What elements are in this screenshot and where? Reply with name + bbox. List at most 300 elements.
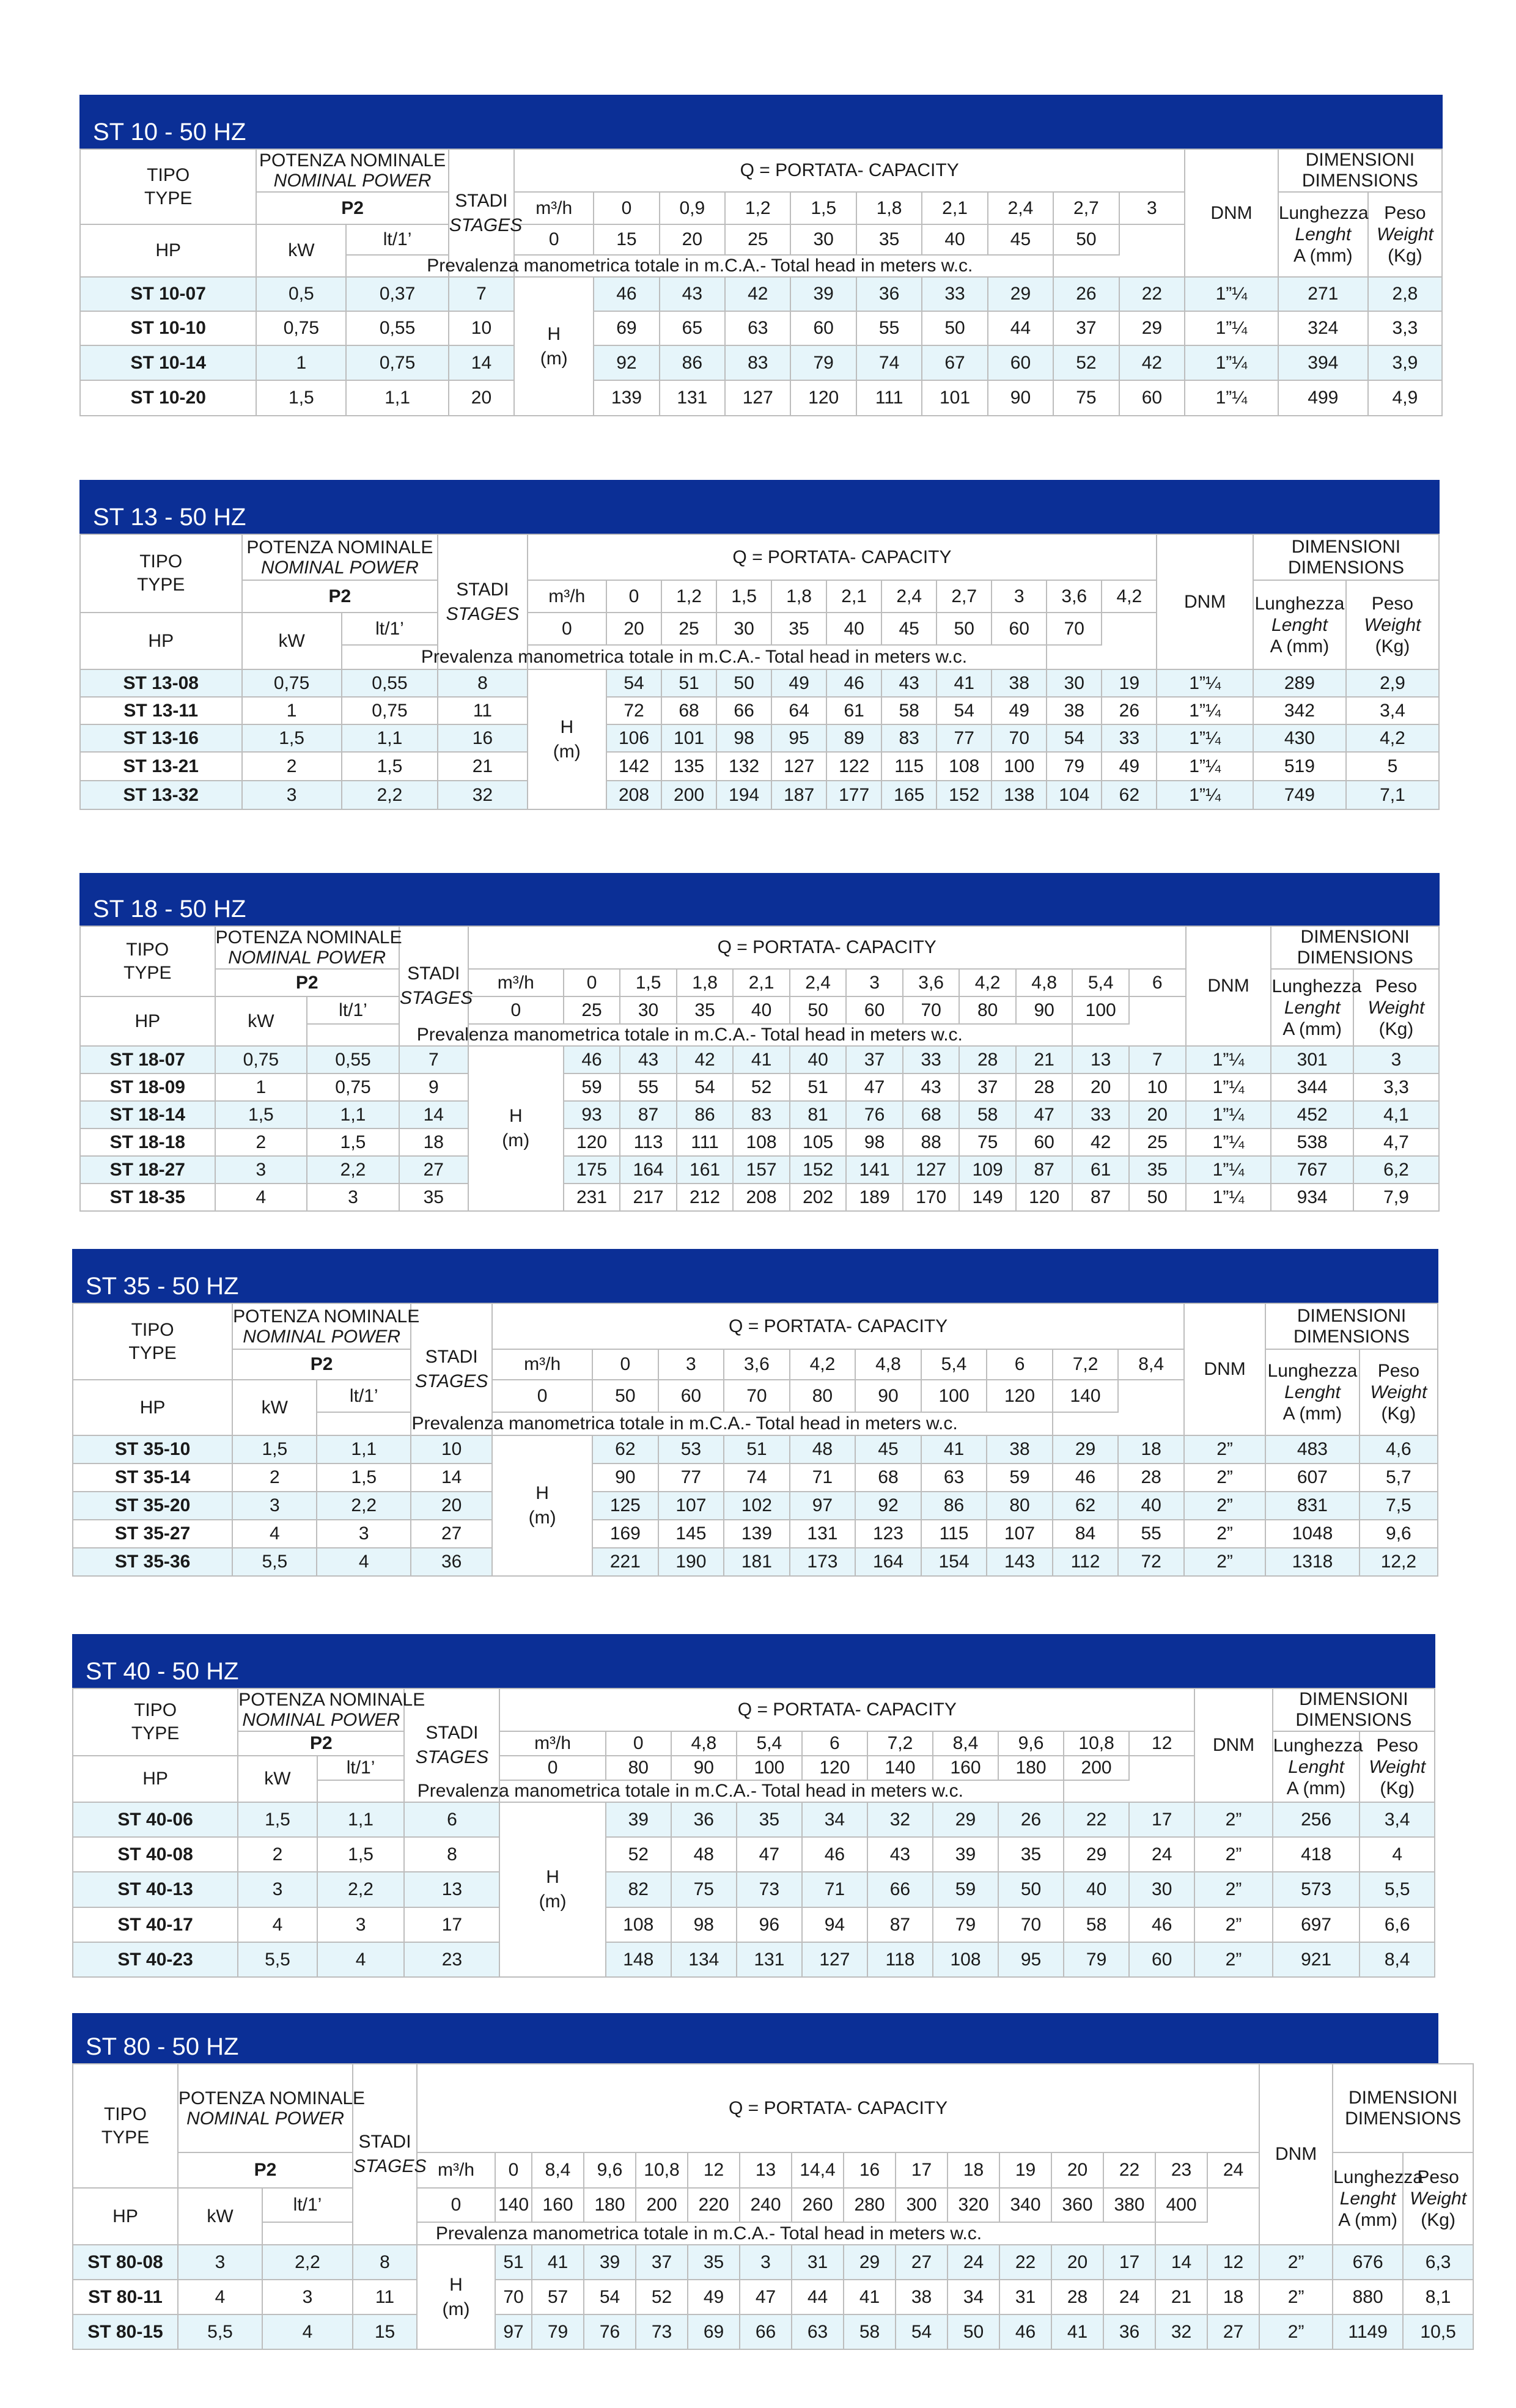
hp-cell: 4 [238, 1907, 317, 1942]
table-title-banner [72, 2013, 1438, 2063]
table-row [80, 380, 1442, 416]
head-value-cell: 37 [1053, 311, 1119, 345]
head-value-cell: 74 [856, 345, 922, 380]
head-value-cell: 42 [677, 1046, 734, 1073]
pump-table-section [72, 1634, 1435, 1978]
flow-lt-value: 40 [733, 996, 790, 1024]
flow-lt-value: 0 [514, 224, 594, 255]
head-value-cell: 52 [1053, 345, 1119, 380]
hp-header: HP [73, 2188, 178, 2245]
flow-m3h-value: 3 [658, 1349, 724, 1380]
model-cell: ST 40-17 [73, 1907, 238, 1942]
dimensions-label: DIMENSIONS [1293, 1326, 1410, 1347]
peso-label: Peso [1371, 593, 1414, 614]
dnm-cell: 1”¼ [1186, 1101, 1271, 1129]
weight-header [1353, 969, 1439, 1046]
head-value-cell: 51 [790, 1073, 847, 1101]
head-value-cell: 49 [1102, 752, 1157, 781]
head-value-cell: 34 [802, 1802, 867, 1837]
flow-lt-value: 40 [826, 613, 881, 645]
power-header [238, 1688, 425, 1731]
stages-cell: 32 [438, 781, 527, 809]
p2-header: P2 [238, 1731, 404, 1756]
kw-cell: 1,5 [307, 1129, 399, 1156]
weight-cell: 4,9 [1368, 380, 1442, 416]
model-cell: ST 35-10 [73, 1435, 232, 1464]
head-value-cell: 87 [620, 1101, 677, 1129]
head-value-cell: 63 [792, 2314, 844, 2349]
head-value-cell: 120 [1016, 1184, 1073, 1211]
weight-cell: 4,1 [1353, 1101, 1439, 1129]
m-label: (m) [540, 348, 568, 369]
length-header [1273, 1731, 1363, 1802]
head-value-cell: 54 [584, 2280, 636, 2314]
length-cell: 483 [1265, 1435, 1360, 1464]
potenza-label: POTENZA NOMINALE [238, 1690, 425, 1710]
weight-cell: 3,4 [1346, 697, 1439, 724]
head-value-cell: 47 [1016, 1101, 1073, 1129]
hp-header: HP [80, 996, 215, 1046]
lt-unit: lt/1’ [307, 996, 399, 1024]
prevalenza-header: Prevalenza manometrica totale in m.C.A.- Total head in meters w.c. [317, 1780, 1064, 1802]
head-value-cell: 61 [1072, 1156, 1129, 1184]
kw-header: kW [215, 996, 307, 1046]
head-value-cell: 102 [724, 1492, 790, 1520]
lunghezza-label: Lunghezza [1254, 593, 1345, 614]
hp-cell: 3 [242, 781, 342, 809]
lunghezza-label: Lunghezza [1273, 1735, 1363, 1756]
head-value-cell: 41 [936, 669, 992, 697]
head-value-cell: 157 [733, 1156, 790, 1184]
kw-cell: 0,75 [307, 1073, 399, 1101]
head-value-cell: 49 [771, 669, 826, 697]
flow-lt-value: 50 [936, 613, 992, 645]
kw-cell: 0,37 [346, 277, 448, 311]
head-value-cell: 59 [564, 1073, 620, 1101]
head-value-cell: 49 [992, 697, 1047, 724]
table-row [80, 669, 1439, 697]
flow-lt-value: 90 [855, 1380, 921, 1412]
p2-header: P2 [215, 969, 399, 996]
model-cell: ST 18-27 [80, 1156, 215, 1184]
head-value-cell: 36 [671, 1802, 737, 1837]
head-value-cell: 40 [1118, 1492, 1184, 1520]
head-value-cell: 54 [936, 697, 992, 724]
weight-cell: 4,7 [1353, 1129, 1439, 1156]
head-value-cell: 79 [933, 1907, 998, 1942]
nominal-power-label: NOMINAL POWER [260, 557, 419, 578]
head-value-cell: 35 [998, 1837, 1064, 1872]
head-value-cell: 62 [592, 1435, 658, 1464]
model-cell: ST 80-15 [73, 2314, 178, 2349]
dimensions-label: DIMENSIONS [1295, 1710, 1412, 1730]
flow-m3h-value: 7,2 [867, 1731, 933, 1756]
a-mm-label: A (mm) [1286, 1778, 1346, 1799]
head-value-cell: 38 [987, 1435, 1053, 1464]
head-value-cell: 50 [716, 669, 771, 697]
lunghezza-label: Lunghezza [1271, 976, 1362, 996]
head-value-cell: 38 [896, 2280, 948, 2314]
table-row [73, 1837, 1435, 1872]
flow-lt-value: 140 [1053, 1380, 1119, 1412]
weight-cell: 8,1 [1403, 2280, 1473, 2314]
head-unit-cell [528, 669, 606, 809]
head-value-cell: 64 [771, 697, 826, 724]
dnm-cell: 1”¼ [1186, 1073, 1271, 1101]
kw-cell: 3 [262, 2280, 353, 2314]
head-value-cell: 86 [921, 1492, 987, 1520]
performance-table [72, 1303, 1438, 1577]
length-cell: 1318 [1265, 1548, 1360, 1576]
length-header [1333, 2152, 1423, 2245]
flow-m3h-value: 0 [606, 580, 661, 613]
flow-lt-value: 80 [606, 1756, 671, 1780]
head-value-cell: 46 [594, 277, 659, 311]
kw-cell: 4 [317, 1548, 411, 1576]
head-value-cell: 42 [1072, 1129, 1129, 1156]
model-cell: ST 10-07 [80, 277, 256, 311]
head-value-cell: 106 [606, 724, 661, 752]
length-cell: 697 [1273, 1907, 1360, 1942]
weight-cell: 2,9 [1346, 669, 1439, 697]
head-value-cell: 122 [826, 752, 881, 781]
kw-cell: 1,5 [317, 1464, 411, 1492]
kg-label: (Kg) [1380, 1778, 1415, 1799]
model-cell: ST 10-20 [80, 380, 256, 416]
m-label: (m) [502, 1130, 530, 1151]
hp-cell: 4 [215, 1184, 307, 1211]
weight-cell: 3,9 [1368, 345, 1442, 380]
head-value-cell: 21 [1016, 1046, 1073, 1073]
head-value-cell: 59 [933, 1872, 998, 1907]
tipo-label: TIPO [139, 551, 183, 572]
stages-cell: 27 [411, 1520, 492, 1548]
stages-cell: 14 [449, 345, 514, 380]
kw-cell: 1,5 [342, 752, 438, 781]
flow-lt-value: 0 [499, 1756, 605, 1780]
flow-m3h-value: 6 [1129, 969, 1186, 996]
weight-header [1360, 1349, 1438, 1435]
head-value-cell: 33 [903, 1046, 960, 1073]
head-value-cell: 29 [988, 277, 1053, 311]
flow-m3h-value: 10,8 [1064, 1731, 1129, 1756]
head-value-cell: 96 [737, 1907, 802, 1942]
head-value-cell: 95 [771, 724, 826, 752]
kw-header: kW [256, 224, 346, 277]
dimensioni-label: DIMENSIONI [1299, 1689, 1408, 1709]
flow-m3h-value: 0 [564, 969, 620, 996]
m-label: (m) [442, 2299, 470, 2319]
head-value-cell: 63 [725, 311, 790, 345]
tipo-header [73, 1688, 238, 1756]
dnm-cell: 2” [1184, 1548, 1265, 1576]
head-value-cell: 52 [636, 2280, 688, 2314]
head-value-cell: 28 [1016, 1073, 1073, 1101]
head-value-cell: 161 [677, 1156, 734, 1184]
head-value-cell: 79 [790, 345, 856, 380]
flow-lt-value: 380 [1103, 2188, 1155, 2222]
model-cell: ST 40-06 [73, 1802, 238, 1837]
stages-cell: 7 [399, 1046, 468, 1073]
weight-cell: 3 [1353, 1046, 1439, 1073]
head-unit-cell [514, 277, 594, 416]
stadi-label: STADI [358, 2132, 411, 2152]
kw-cell: 3 [317, 1907, 405, 1942]
dnm-cell: 1”¼ [1186, 1156, 1271, 1184]
head-value-cell: 75 [959, 1129, 1016, 1156]
head-value-cell: 97 [790, 1492, 856, 1520]
flow-m3h-value: 3 [846, 969, 903, 996]
flow-m3h-value: 9,6 [998, 1731, 1064, 1756]
head-value-cell: 108 [733, 1129, 790, 1156]
hp-cell: 5,5 [178, 2314, 262, 2349]
flow-lt-value: 120 [987, 1380, 1053, 1412]
head-value-cell: 59 [987, 1464, 1053, 1492]
dnm-cell: 1”¼ [1157, 752, 1253, 781]
hp-cell: 1,5 [256, 380, 346, 416]
head-value-cell: 29 [933, 1802, 998, 1837]
dnm-header: DNM [1259, 2064, 1333, 2245]
kw-cell: 1,1 [307, 1101, 399, 1129]
length-cell: 418 [1273, 1837, 1360, 1872]
head-value-cell: 127 [771, 752, 826, 781]
hp-cell: 3 [232, 1492, 317, 1520]
stages-cell: 11 [353, 2280, 417, 2314]
kw-header: kW [232, 1380, 317, 1435]
flow-m3h-value: 4,8 [1016, 969, 1073, 996]
weight-cell: 7,5 [1360, 1492, 1438, 1520]
m3h-unit: m³/h [417, 2152, 495, 2188]
flow-m3h-value: 0 [606, 1731, 671, 1756]
length-cell: 1149 [1333, 2314, 1403, 2349]
stadi-label: STADI [425, 1347, 478, 1367]
head-value-cell: 41 [532, 2245, 584, 2280]
flow-m3h-value: 6 [802, 1731, 867, 1756]
stadi-label: STADI [456, 579, 509, 600]
potenza-label: POTENZA NOMINALE [215, 927, 402, 948]
tipo-label: TIPO [131, 1319, 174, 1340]
nominal-power-label: NOMINAL POWER [243, 1326, 401, 1347]
flow-m3h-value: 24 [1207, 2152, 1259, 2188]
head-value-cell: 115 [881, 752, 936, 781]
head-value-cell: 50 [998, 1872, 1064, 1907]
head-value-cell: 118 [867, 1942, 933, 1977]
head-value-cell: 24 [1129, 1837, 1194, 1872]
head-value-cell: 49 [688, 2280, 740, 2314]
hp-cell: 1,5 [215, 1101, 307, 1129]
flow-m3h-value: 18 [948, 2152, 999, 2188]
kw-cell: 0,55 [342, 669, 438, 697]
dnm-cell: 2” [1194, 1802, 1272, 1837]
kw-cell: 2,2 [307, 1156, 399, 1184]
flow-lt-value: 100 [1072, 996, 1129, 1024]
flow-lt-value: 400 [1155, 2188, 1207, 2222]
flow-m3h-value: 0 [592, 1349, 658, 1380]
stages-cell: 21 [438, 752, 527, 781]
stages-cell: 10 [449, 311, 514, 345]
head-value-cell: 12 [1207, 2245, 1259, 2280]
dnm-cell: 2” [1259, 2280, 1333, 2314]
head-value-cell: 113 [620, 1129, 677, 1156]
head-value-cell: 20 [1072, 1073, 1129, 1101]
pump-table-section [72, 2013, 1467, 2350]
head-value-cell: 47 [737, 1837, 802, 1872]
length-cell: 607 [1265, 1464, 1360, 1492]
head-value-cell: 70 [992, 724, 1047, 752]
head-value-cell: 187 [771, 781, 826, 809]
dnm-header: DNM [1186, 926, 1271, 1046]
stages-label: STAGES [399, 988, 473, 1008]
weight-cell: 12,2 [1360, 1548, 1438, 1576]
h-label: H [560, 716, 574, 737]
head-value-cell: 24 [948, 2245, 999, 2280]
m3h-unit: m³/h [468, 969, 564, 996]
head-value-cell: 90 [988, 380, 1053, 416]
lenght-label: Lenght [1339, 2189, 1396, 2209]
flow-m3h-value: 2,4 [790, 969, 847, 996]
head-value-cell: 48 [671, 1837, 737, 1872]
length-cell: 430 [1253, 724, 1346, 752]
hp-cell: 1 [242, 697, 342, 724]
flow-m3h-value: 1,5 [790, 192, 856, 224]
weight-cell: 9,6 [1360, 1520, 1438, 1548]
peso-label: Peso [1377, 1361, 1420, 1381]
header-row [73, 2064, 1473, 2152]
head-value-cell: 73 [636, 2314, 688, 2349]
flow-lt-value: 50 [592, 1380, 658, 1412]
flow-lt-value: 200 [1064, 1756, 1129, 1780]
head-value-cell: 108 [606, 1907, 671, 1942]
head-value-cell: 62 [1053, 1492, 1119, 1520]
head-value-cell: 17 [1129, 1802, 1194, 1837]
head-value-cell: 33 [1102, 724, 1157, 752]
header-row [80, 926, 1439, 969]
head-value-cell: 115 [921, 1520, 987, 1548]
head-value-cell: 18 [1118, 1435, 1184, 1464]
weight-header [1403, 2152, 1473, 2245]
h-label: H [547, 323, 561, 344]
length-cell: 324 [1278, 311, 1368, 345]
kw-cell: 0,75 [342, 697, 438, 724]
table-title: ST 13 - 50 HZ [93, 504, 246, 531]
head-value-cell: 19 [1102, 669, 1157, 697]
head-value-cell: 175 [564, 1156, 620, 1184]
potenza-label: POTENZA NOMINALE [233, 1306, 420, 1327]
head-value-cell: 134 [671, 1942, 737, 1977]
head-value-cell: 67 [922, 345, 987, 380]
kw-cell: 0,55 [307, 1046, 399, 1073]
power-header [215, 926, 402, 969]
length-cell: 256 [1273, 1802, 1360, 1837]
length-cell: 394 [1278, 345, 1368, 380]
flow-m3h-value: 1,2 [661, 580, 716, 613]
flow-lt-value: 15 [594, 224, 659, 255]
flow-m3h-value: 1,8 [771, 580, 826, 613]
head-value-cell: 177 [826, 781, 881, 809]
stages-cell: 8 [353, 2245, 417, 2280]
kw-cell: 2,2 [317, 1492, 411, 1520]
table-row [80, 277, 1442, 311]
flow-lt-value: 60 [992, 613, 1047, 645]
head-value-cell: 101 [922, 380, 987, 416]
head-value-cell: 75 [1053, 380, 1119, 416]
dnm-cell: 1”¼ [1186, 1184, 1271, 1211]
tipo-label: TIPO [103, 2104, 147, 2124]
head-value-cell: 57 [532, 2280, 584, 2314]
flow-m3h-value: 4,2 [959, 969, 1016, 996]
hp-cell: 4 [232, 1520, 317, 1548]
head-value-cell: 164 [620, 1156, 677, 1184]
flow-lt-value: 0 [468, 996, 564, 1024]
table-title-banner [72, 1249, 1438, 1303]
table-row [80, 1101, 1439, 1129]
head-value-cell: 231 [564, 1184, 620, 1211]
head-value-cell: 69 [688, 2314, 740, 2349]
length-header [1278, 192, 1368, 277]
stages-label: STAGES [414, 1371, 488, 1391]
head-value-cell: 74 [724, 1464, 790, 1492]
table-row [80, 697, 1439, 724]
table-row [80, 1156, 1439, 1184]
flow-m3h-value: 2,4 [988, 192, 1053, 224]
head-value-cell: 101 [661, 724, 716, 752]
weight-cell: 6,6 [1360, 1907, 1435, 1942]
head-value-cell: 42 [725, 277, 790, 311]
head-value-cell: 60 [988, 345, 1053, 380]
table-row [80, 1129, 1439, 1156]
head-value-cell: 26 [998, 1802, 1064, 1837]
flow-m3h-value: 8,4 [933, 1731, 998, 1756]
weight-label: Weight [1410, 2189, 1467, 2209]
head-value-cell: 202 [790, 1184, 847, 1211]
head-value-cell: 54 [1047, 724, 1102, 752]
head-value-cell: 43 [867, 1837, 933, 1872]
head-value-cell: 60 [790, 311, 856, 345]
head-value-cell: 87 [867, 1907, 933, 1942]
hp-cell: 1,5 [242, 724, 342, 752]
length-cell: 749 [1253, 781, 1346, 809]
head-value-cell: 208 [606, 781, 661, 809]
head-value-cell: 25 [1129, 1129, 1186, 1156]
head-value-cell: 170 [903, 1184, 960, 1211]
head-value-cell: 107 [658, 1492, 724, 1520]
weight-cell: 7,9 [1353, 1184, 1439, 1211]
flow-m3h-value: 2,7 [936, 580, 992, 613]
head-value-cell: 60 [1119, 380, 1185, 416]
stages-label: STAGES [449, 215, 523, 235]
flow-lt-value: 70 [1047, 613, 1102, 645]
head-value-cell: 89 [826, 724, 881, 752]
head-value-cell: 71 [790, 1464, 856, 1492]
power-header [232, 1303, 420, 1349]
head-value-cell: 165 [881, 781, 936, 809]
head-unit-cell [492, 1435, 592, 1576]
head-value-cell: 58 [881, 697, 936, 724]
head-value-cell: 66 [740, 2314, 792, 2349]
table-row [80, 345, 1442, 380]
head-value-cell: 35 [1129, 1156, 1186, 1184]
head-value-cell: 26 [1053, 277, 1119, 311]
head-value-cell: 127 [802, 1942, 867, 1977]
head-value-cell: 189 [846, 1184, 903, 1211]
kw-cell: 3 [317, 1520, 411, 1548]
hp-cell: 0,5 [256, 277, 346, 311]
head-value-cell: 36 [856, 277, 922, 311]
model-cell: ST 18-18 [80, 1129, 215, 1156]
kw-cell: 1,1 [342, 724, 438, 752]
head-value-cell: 63 [921, 1464, 987, 1492]
head-unit-cell [468, 1046, 564, 1211]
